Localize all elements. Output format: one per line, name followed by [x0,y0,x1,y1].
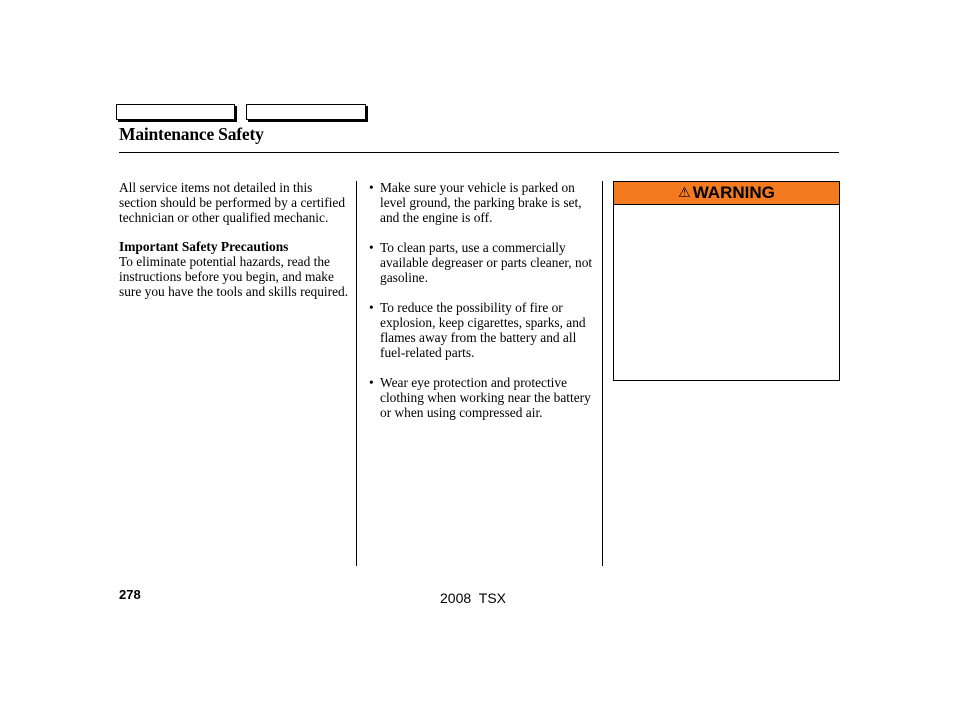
list-item [369,375,597,420]
list-item [369,240,597,285]
list-item-text: Make sure your vehicle is parked on level ground, the parking brake is set, and the engine is off. [380,180,582,225]
warning-box [613,181,840,381]
warning-header [614,182,839,205]
footer-model: 2008 TSX [440,590,507,606]
title-divider [119,152,839,153]
warning-triangle-icon: ⚠ [678,183,691,200]
column-divider-left [356,181,357,566]
bullet-icon: • [369,375,374,390]
safety-paragraph: To eliminate potential hazards, read the instructions before you begin, and make sure you have the tools and skills required. [119,254,349,299]
bullet-icon: • [369,180,374,195]
list-item-text: To clean parts, use a commercially available degreaser or parts cleaner, not gasoline. [380,240,593,285]
list-item-text: Wear eye protection and protective clothing when working near the battery or when using compressed air. [380,375,591,420]
left-column [119,180,351,299]
intro-paragraph: All service items not detailed in this section should be performed by a certified technician or other qualified mechanic. [119,180,346,225]
header-tab-right [246,104,366,120]
safety-subheading: Important Safety Precautions [119,239,289,254]
bullet-icon: • [369,240,374,255]
column-divider-right [602,181,603,566]
middle-column [369,180,597,435]
bullet-icon: • [369,300,374,315]
page-number: 278 [119,587,141,602]
warning-label: WARNING [692,183,775,202]
list-item [369,180,597,225]
page-title: Maintenance Safety [119,124,264,144]
list-item [369,300,597,360]
header-tab-left [116,104,235,120]
list-item-text: To reduce the possibility of fire or explosion, keep cigarettes, sparks, and flames away from the battery and all fuel-related parts. [380,300,586,360]
